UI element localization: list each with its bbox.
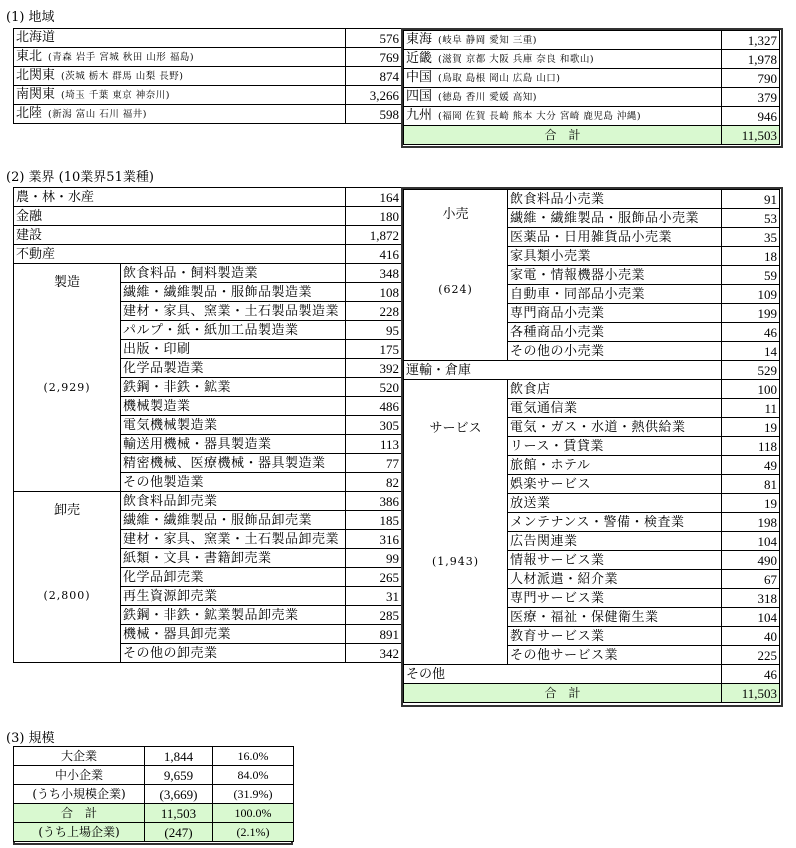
subindustry-value: 891 <box>346 625 402 644</box>
subindustry-name: 繊維・繊維製品・服飾品卸売業 <box>121 511 346 530</box>
subindustry-value: 99 <box>346 549 402 568</box>
scale-name: (うち上場企業) <box>14 823 145 842</box>
scale-value: 9,659 <box>145 766 213 785</box>
region-row <box>404 107 780 126</box>
region-name: 近畿 <box>406 51 433 66</box>
subindustry-name: 紙類・文具・書籍卸売業 <box>121 549 346 568</box>
subindustry-name: 機械・器具卸売業 <box>121 625 346 644</box>
region-value: 1,327 <box>722 31 780 50</box>
region-value: 1,978 <box>722 50 780 69</box>
subindustry-name: 繊維・繊維製品・服飾品小売業 <box>508 209 722 228</box>
total-label: 合 計 <box>404 684 722 703</box>
scale-pct: (2.1%) <box>213 823 294 842</box>
subindustry-name: 専門商品小売業 <box>508 304 722 323</box>
scale-section-title: (3) 規模 <box>6 731 55 746</box>
subindustry-value: 40 <box>722 627 780 646</box>
total-value: 11,503 <box>722 126 780 145</box>
region-row <box>404 88 780 107</box>
subindustry-name: 専門サービス業 <box>508 589 722 608</box>
industry-name: 建設 <box>14 226 346 245</box>
subindustry-value: 225 <box>722 646 780 665</box>
subindustry-value: 95 <box>346 321 402 340</box>
subindustry-name: 教育サービス業 <box>508 627 722 646</box>
total-label: 合 計 <box>404 126 722 145</box>
subindustry-value: 113 <box>346 435 402 454</box>
industry-row <box>404 665 780 684</box>
scale-row <box>14 747 294 766</box>
scale-table <box>13 746 294 842</box>
subindustry-value: 199 <box>722 304 780 323</box>
scale-value: 11,503 <box>145 804 213 823</box>
subindustry-value: 285 <box>346 606 402 625</box>
subindustry-value: 77 <box>346 454 402 473</box>
scale-row <box>14 766 294 785</box>
subindustry-value: 486 <box>346 397 402 416</box>
group-label: 製造 <box>53 275 80 290</box>
subindustry-name: パルプ・紙・紙加工品製造業 <box>121 321 346 340</box>
subindustry-name: 化学品製造業 <box>121 359 346 378</box>
subindustry-name: 広告関連業 <box>508 532 722 551</box>
subindustry-value: 31 <box>346 587 402 606</box>
scale-pct: (31.9%) <box>213 785 294 804</box>
region-cell <box>14 48 346 67</box>
region-table-right <box>403 30 780 145</box>
region-name: 四国 <box>406 89 433 104</box>
subindustry-value: 19 <box>722 494 780 513</box>
subindustry-value: 305 <box>346 416 402 435</box>
industry-section-title: (2) 業界 (10業界51業種) <box>6 170 154 185</box>
region-value: 598 <box>346 105 402 124</box>
region-prefectures: (埼玉 千葉 東京 神奈川) <box>61 90 170 101</box>
scale-value: (247) <box>145 823 213 842</box>
subindustry-value: 185 <box>346 511 402 530</box>
subindustry-value: 318 <box>722 589 780 608</box>
subindustry-name: 家具類小売業 <box>508 247 722 266</box>
scale-total-row <box>14 804 294 823</box>
subindustry-name: 再生資源卸売業 <box>121 587 346 606</box>
scale-value: (3,669) <box>145 785 213 804</box>
region-row <box>404 31 780 50</box>
region-cell <box>404 107 722 126</box>
scale-name: 中小企業 <box>14 766 145 785</box>
industry-row <box>14 245 402 264</box>
subindustry-value: 11 <box>722 399 780 418</box>
subindustry-value: 342 <box>346 644 402 663</box>
region-cell <box>14 105 346 124</box>
region-prefectures: (茨城 栃木 群馬 山梨 長野) <box>61 71 184 82</box>
region-cell <box>14 67 346 86</box>
industry-group-retail <box>404 190 508 361</box>
industry-value: 1,872 <box>346 226 402 245</box>
industry-group-wholesale <box>14 492 121 663</box>
region-name: 南関東 <box>16 87 56 102</box>
region-value: 874 <box>346 67 402 86</box>
subindustry-name: 輸送用機械・器具製造業 <box>121 435 346 454</box>
industry-row <box>404 380 780 399</box>
region-row <box>404 69 780 88</box>
subindustry-value: 228 <box>346 302 402 321</box>
region-row <box>14 48 402 67</box>
region-table-left <box>13 28 402 124</box>
subindustry-name: 情報サービス業 <box>508 551 722 570</box>
subindustry-name: その他製造業 <box>121 473 346 492</box>
region-name: 九州 <box>406 108 433 123</box>
subindustry-name: その他の小売業 <box>508 342 722 361</box>
subindustry-value: 316 <box>346 530 402 549</box>
subindustry-name: 建材・家具、窯業・土石製品卸売業 <box>121 530 346 549</box>
region-cell <box>404 69 722 88</box>
group-count: (2,800) <box>43 589 91 602</box>
subindustry-name: 電気・ガス・水道・熱供給業 <box>508 418 722 437</box>
scale-value: 1,844 <box>145 747 213 766</box>
subindustry-value: 109 <box>722 285 780 304</box>
region-section-title: (1) 地域 <box>6 10 55 25</box>
subindustry-name: 医薬品・日用雑貨品小売業 <box>508 228 722 247</box>
industry-row <box>14 264 402 283</box>
industry-row <box>404 190 780 209</box>
industry-table-right <box>403 189 780 703</box>
region-row <box>14 105 402 124</box>
scale-listed-row <box>14 823 294 842</box>
subindustry-name: 鉄鋼・非鉄・鉱業製品卸売業 <box>121 606 346 625</box>
subindustry-name: 人材派遣・紹介業 <box>508 570 722 589</box>
subindustry-name: 放送業 <box>508 494 722 513</box>
subindustry-value: 18 <box>722 247 780 266</box>
industry-name: その他 <box>404 665 722 684</box>
group-count: (1,943) <box>431 555 480 568</box>
region-name: 中国 <box>406 70 433 85</box>
region-value: 576 <box>346 29 402 48</box>
region-prefectures: (青森 岩手 宮城 秋田 山形 福島) <box>48 52 195 63</box>
subindustry-value: 82 <box>346 473 402 492</box>
subindustry-value: 53 <box>722 209 780 228</box>
region-total-row <box>404 126 780 145</box>
region-row <box>14 67 402 86</box>
industry-total-row <box>404 684 780 703</box>
total-value: 11,503 <box>722 684 780 703</box>
group-label: 卸売 <box>53 503 80 518</box>
subindustry-name: その他の卸売業 <box>121 644 346 663</box>
region-row <box>14 86 402 105</box>
scale-name: 大企業 <box>14 747 145 766</box>
subindustry-name: メンテナンス・警備・検査業 <box>508 513 722 532</box>
subindustry-name: 家電・情報機器小売業 <box>508 266 722 285</box>
region-value: 946 <box>722 107 780 126</box>
group-count: (624) <box>438 283 473 296</box>
industry-row <box>404 361 780 380</box>
subindustry-value: 19 <box>722 418 780 437</box>
region-prefectures: (徳島 香川 愛媛 高知) <box>438 92 537 103</box>
subindustry-value: 108 <box>346 283 402 302</box>
subindustry-name: 各種商品小売業 <box>508 323 722 342</box>
subindustry-name: 旅館・ホテル <box>508 456 722 475</box>
group-count: (2,929) <box>43 381 91 394</box>
scale-pct: 100.0% <box>213 804 294 823</box>
region-row <box>404 50 780 69</box>
subindustry-value: 35 <box>722 228 780 247</box>
subindustry-value: 348 <box>346 264 402 283</box>
subindustry-name: 医療・福祉・保健衛生業 <box>508 608 722 627</box>
region-prefectures: (福岡 佐賀 長崎 熊本 大分 宮崎 鹿児島 沖縄) <box>438 111 642 122</box>
region-name: 東北 <box>16 49 43 64</box>
region-prefectures: (滋賀 京都 大阪 兵庫 奈良 和歌山) <box>438 54 595 65</box>
industry-value: 164 <box>346 188 402 207</box>
subindustry-name: その他サービス業 <box>508 646 722 665</box>
industry-value: 529 <box>722 361 780 380</box>
subindustry-name: 精密機械、医療機械・器具製造業 <box>121 454 346 473</box>
subindustry-name: 建材・家具、窯業・土石製品製造業 <box>121 302 346 321</box>
subindustry-value: 265 <box>346 568 402 587</box>
region-value: 790 <box>722 69 780 88</box>
industry-row <box>14 492 402 511</box>
region-cell <box>404 50 722 69</box>
subindustry-value: 91 <box>722 190 780 209</box>
subindustry-name: リース・賃貸業 <box>508 437 722 456</box>
industry-name: 金融 <box>14 207 346 226</box>
scale-pct: 16.0% <box>213 747 294 766</box>
subindustry-value: 49 <box>722 456 780 475</box>
subindustry-value: 104 <box>722 532 780 551</box>
industry-row <box>14 207 402 226</box>
scale-name: (うち小規模企業) <box>14 785 145 804</box>
subindustry-value: 198 <box>722 513 780 532</box>
group-label: 小売 <box>442 207 469 222</box>
scale-row <box>14 785 294 804</box>
region-name: 北陸 <box>16 106 43 121</box>
subindustry-value: 67 <box>722 570 780 589</box>
subindustry-value: 520 <box>346 378 402 397</box>
subindustry-name: 飲食料品小売業 <box>508 190 722 209</box>
region-cell <box>404 88 722 107</box>
industry-group-service <box>404 380 508 665</box>
industry-value: 180 <box>346 207 402 226</box>
region-name: 北関東 <box>16 68 56 83</box>
subindustry-name: 機械製造業 <box>121 397 346 416</box>
industry-value: 416 <box>346 245 402 264</box>
region-prefectures: (岐阜 静岡 愛知 三重) <box>438 35 537 46</box>
industry-row <box>14 188 402 207</box>
region-value: 769 <box>346 48 402 67</box>
region-value: 379 <box>722 88 780 107</box>
industry-row <box>14 226 402 245</box>
subindustry-name: 鉄鋼・非鉄・鉱業 <box>121 378 346 397</box>
subindustry-name: 出版・印刷 <box>121 340 346 359</box>
region-name: 東海 <box>406 32 433 47</box>
region-name: 北海道 <box>16 30 56 45</box>
subindustry-value: 175 <box>346 340 402 359</box>
subindustry-value: 118 <box>722 437 780 456</box>
group-label: サービス <box>429 421 482 436</box>
region-row <box>14 29 402 48</box>
subindustry-value: 81 <box>722 475 780 494</box>
subindustry-name: 化学品卸売業 <box>121 568 346 587</box>
subindustry-value: 392 <box>346 359 402 378</box>
industry-name: 運輸・倉庫 <box>404 361 722 380</box>
industry-name: 農・林・水産 <box>14 188 346 207</box>
subindustry-name: 娯楽サービス <box>508 475 722 494</box>
scale-name: 合 計 <box>14 804 145 823</box>
industry-group-manufacturing <box>14 264 121 492</box>
subindustry-value: 386 <box>346 492 402 511</box>
subindustry-value: 104 <box>722 608 780 627</box>
region-cell <box>404 31 722 50</box>
subindustry-name: 飲食料品卸売業 <box>121 492 346 511</box>
industry-table-left <box>13 187 402 663</box>
subindustry-value: 490 <box>722 551 780 570</box>
subindustry-name: 電気通信業 <box>508 399 722 418</box>
region-cell <box>14 86 346 105</box>
subindustry-value: 100 <box>722 380 780 399</box>
region-prefectures: (新潟 富山 石川 福井) <box>48 109 147 120</box>
region-value: 3,266 <box>346 86 402 105</box>
subindustry-name: 飲食店 <box>508 380 722 399</box>
subindustry-value: 59 <box>722 266 780 285</box>
subindustry-name: 自動車・同部品小売業 <box>508 285 722 304</box>
region-prefectures: (鳥取 島根 岡山 広島 山口) <box>438 73 561 84</box>
scale-pct: 84.0% <box>213 766 294 785</box>
subindustry-name: 電気機械製造業 <box>121 416 346 435</box>
industry-value: 46 <box>722 665 780 684</box>
region-cell <box>14 29 346 48</box>
subindustry-value: 46 <box>722 323 780 342</box>
industry-name: 不動産 <box>14 245 346 264</box>
subindustry-name: 繊維・繊維製品・服飾品製造業 <box>121 283 346 302</box>
subindustry-name: 飲食料品・飼料製造業 <box>121 264 346 283</box>
subindustry-value: 14 <box>722 342 780 361</box>
